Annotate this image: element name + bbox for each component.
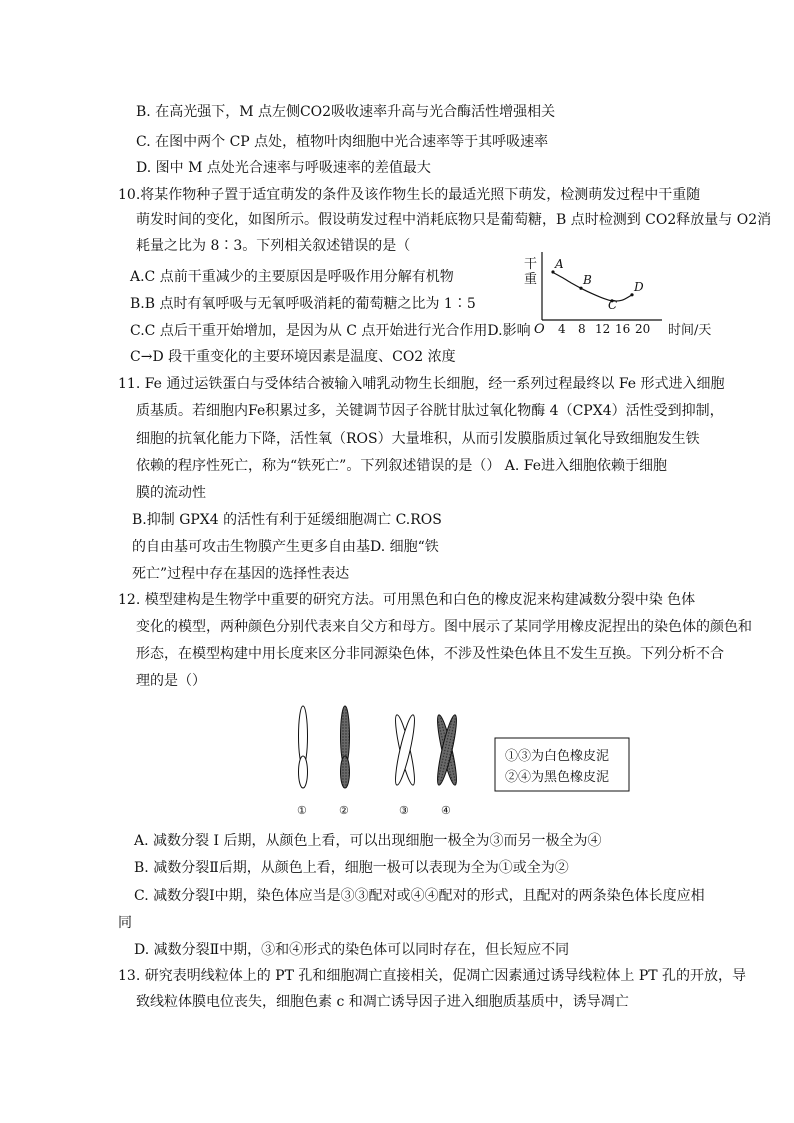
q10-stem-line2: 萌发时间的变化，如图所示。假设萌发过程中消耗底物只是葡萄糖，B 点时检测到 CO2释放量与 O2消 [136,212,772,228]
q9-option-d: D. 图中 M 点处光合速率与呼吸速率的差值最大 [136,160,431,176]
point-label-d: D [634,279,644,294]
q11-stem-line1: 11. Fe 通过运铁蛋白与受体结合被输入哺乳动物生长细胞，经一系列过程最终以 Fe 形式进入细胞 [118,376,725,392]
x-tick-label: 4 [558,322,566,336]
q12-stem-line3: 形态，在模型构建中用长度来区分非同源染色体，不涉及性染色体且不发生互换。下列分析不合 [136,646,724,662]
q12-stem-line4: 理的是（） [136,673,206,689]
q12-stem-line2: 变化的模型，两种颜色分别代表来自父方和母方。图中展示了某同学用橡皮泥捏出的染色体的颜色和 [136,619,752,635]
chromosome-3-white [392,714,418,786]
q12-option-a: A. 减数分裂 I 后期，从颜色上看，可以出现细胞一极全为③而另一极全为④ [134,833,602,849]
point-label-b: B [583,273,592,288]
point-label-c: C [608,297,618,312]
x-tick-label: 12 [595,322,611,336]
x-tick-label: 16 [615,322,631,336]
dry-weight-curve [552,272,632,301]
q11-stem-line4: 依赖的程序性死亡，称为“铁死亡”。下列叙述错误的是（） A. Fe进入细胞依赖于细胞 [136,458,668,474]
q11-stem-line2: 质基质。若细胞内Fe积累过多，关键调节因子谷胱甘肽过氧化物酶 4（CPX4）活性受到抑制， [136,403,724,419]
origin-label: O [534,322,545,337]
label-2: ② [339,804,349,817]
point-label-a: A [555,257,564,271]
q12-stem-line1: 12. 模型建构是生物学中重要的研究方法。可用黑色和白色的橡皮泥来构建减数分裂中染 色体 [118,592,696,608]
legend-white: ①③为白色橡皮泥 [505,749,610,764]
q10-stem-line1: 10.将某作物种子置于适宜萌发的条件及该作物生长的最适光照下萌发，检测萌发过程中干重随 [118,187,701,203]
label-1: ① [297,804,307,817]
q12-option-d: D. 减数分裂Ⅱ中期，③和④形式的染色体可以同时存在，但长短应不同 [134,942,570,958]
q10-stem-line3: 耗量之比为 8∶3。下列相关叙述错误的是（ [136,238,411,254]
q11-option-line8: 死亡”过程中存在基因的选择性表达 [132,566,350,582]
chromosome-1-white [299,706,308,788]
q12-option-c-line1: C. 减数分裂I中期，染色体应当是③③配对或④④配对的形式，且配对的两条染色体长度应相 [134,888,705,904]
legend-black: ②④为黑色橡皮泥 [505,770,610,785]
q11-option-line6: B.抑制 GPX4 的活性有利于延缓细胞凋亡 C.ROS [132,512,442,528]
q11-option-line7: 的自由基可攻击生物膜产生更多自由基D. 细胞“铁 [132,539,439,555]
q10-option-c: C.C 点后干重开始增加，是因为从 C 点开始进行光合作用D.影响 [130,323,531,339]
chromosome-figure [285,700,635,825]
q10-option-a: A.C 点前干重减少的主要原因是呼吸作用分解有机物 [130,269,454,285]
label-3: ③ [399,804,409,817]
dry-weight-chart [520,248,720,340]
q10-option-b: B.B 点时有氧呼吸与无氧呼吸消耗的葡萄糖之比为 1∶5 [130,296,476,312]
q9-option-b: B. 在高光强下，M 点左侧CO2吸收速率升高与光合酶活性增强相关 [136,104,556,120]
x-tick-label: 20 [635,322,651,336]
q11-stem-line3: 细胞的抗氧化能力下降，活性氧（ROS）大量堆积，从而引发膜脂质过氧化导致细胞发生铁 [136,431,700,447]
q13-stem-line1: 13. 研究表明线粒体上的 PT 孔和细胞凋亡直接相关，促凋亡因素通过诱导线粒体上 PT 孔的开放，导 [118,968,747,984]
q13-stem-line2: 致线粒体膜电位丧失，细胞色素 c 和凋亡诱导因子进入细胞质基质中，诱导凋亡 [136,994,629,1010]
chromosome-2-black [341,706,350,788]
q9-option-c: C. 在图中两个 CP 点处，植物叶肉细胞中光合速率等于其呼吸速率 [136,134,549,150]
label-4: ④ [441,804,451,817]
y-axis-label-line1: 干 [524,257,538,272]
q10-option-d: C→D 段干重变化的主要环境因素是温度、CO2 浓度 [130,349,456,365]
x-tick-label: 8 [578,322,586,336]
q12-option-b: B. 减数分裂Ⅱ后期，从颜色上看，细胞一极可以表现为全为①或全为② [134,860,569,876]
x-axis-label: 时间/天 [668,323,712,338]
y-axis-label-line2: 重 [524,272,538,287]
q11-stem-line5: 膜的流动性 [136,485,206,501]
q12-option-c-line2: 同 [118,915,132,931]
chromosome-4-black [434,714,460,786]
